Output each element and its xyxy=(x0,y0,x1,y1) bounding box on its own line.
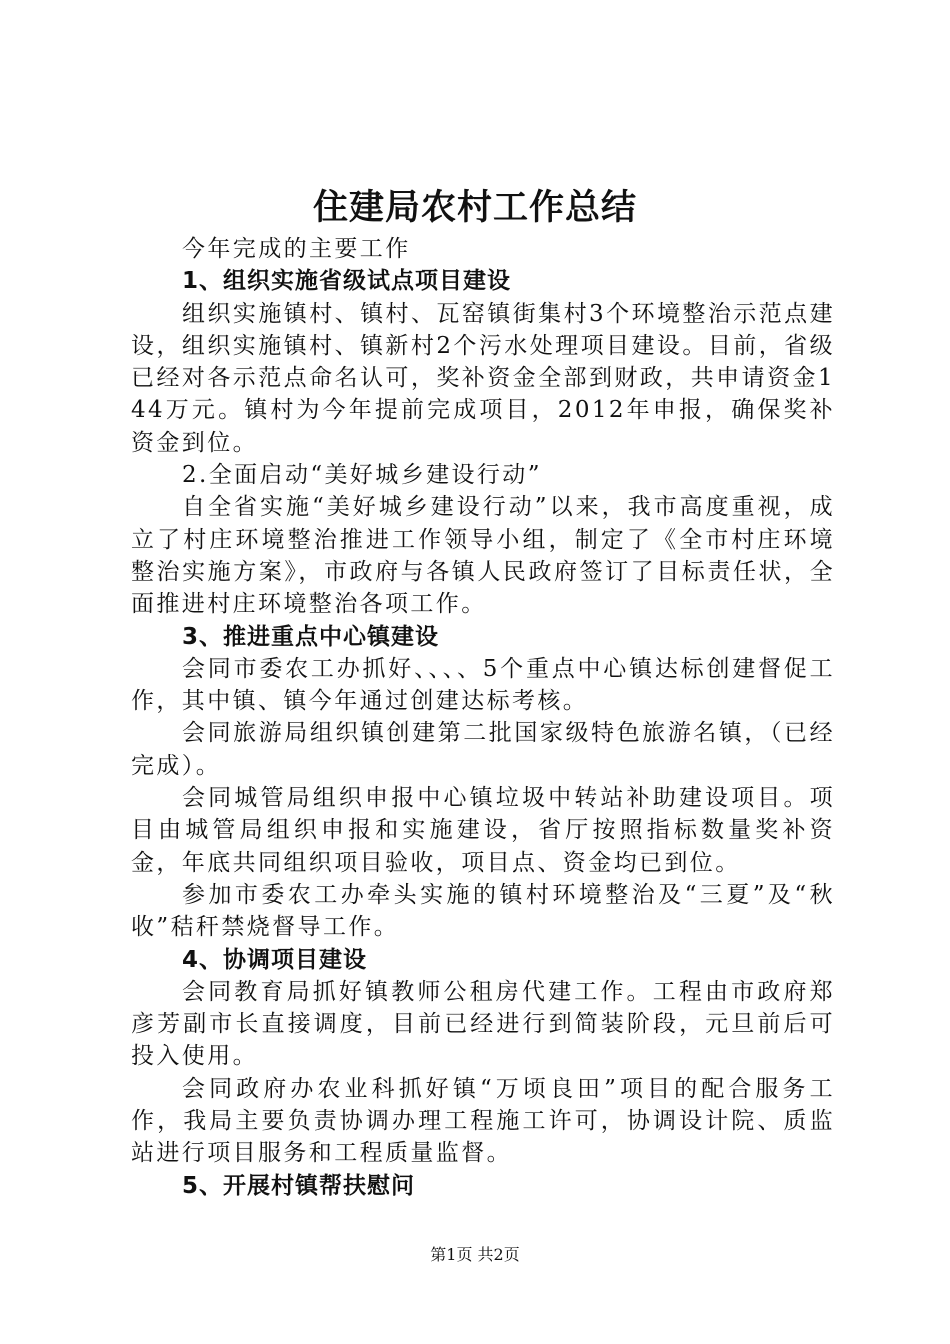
section-heading: 1、组织实施省级试点项目建设 xyxy=(182,268,512,295)
paragraph: 自全省实施“美好城乡建设行动”以来，我市高度重视，成立了村庄环境整治推进工作领导小组，制定了《全市村庄环境整治实施方案》，市政府与各镇人民政府签订了目标责任状，全面推进村庄环境整治各项工作。 xyxy=(131,494,835,618)
paragraph: 参加市委农工办牵头实施的镇村环境整治及“三夏”及“秋收”秸秆禁烧督导工作。 xyxy=(131,881,835,941)
paragraph: 会同市委农工办抓好、、、、5个重点中心镇达标创建督促工作，其中镇、镇今年通过创建达标考核。 xyxy=(131,655,835,715)
page-footer: 第1页 共2页 xyxy=(430,1245,520,1264)
section-heading: 3、推进重点中心镇建设 xyxy=(182,623,440,650)
section-heading: 4、协调项目建设 xyxy=(182,946,368,973)
document-body xyxy=(131,233,835,1202)
paragraph: 会同城管局组织申报中心镇垃圾中转站补助建设项目。项目由城管局组织申报和实施建设，省厅按照指标数量奖补资金，年底共同组织项目验收，项目点、资金均已到位。 xyxy=(131,785,835,876)
document-title: 住建局农村工作总结 xyxy=(312,187,637,228)
paragraph: 组织实施镇村、镇村、瓦窑镇街集村3个环境整治示范点建设，组织实施镇村、镇新村2个污水处理项目建设。目前，省级已经对各示范点命名认可，奖补资金全部到财政，共申请资金144万元。镇村为今年提前完成项目，2012年申报，确保奖补资金到位。 xyxy=(131,300,835,456)
paragraph: 2.全面启动“美好城乡建设行动” xyxy=(182,462,542,489)
paragraph: 会同旅游局组织镇创建第二批国家级特色旅游名镇，（已经完成）。 xyxy=(131,720,835,779)
section-heading: 5、开展村镇帮扶慰问 xyxy=(182,1172,416,1199)
paragraph: 会同教育局抓好镇教师公租房代建工作。工程由市政府郑彦芳副市长直接调度，目前已经进行到简装阶段，元旦前后可投入使用。 xyxy=(131,978,835,1070)
paragraph: 今年完成的主要工作 xyxy=(182,236,411,262)
paragraph: 会同政府办农业科抓好镇“万顷良田”项目的配合服务工作，我局主要负责协调办理工程施工许可，协调设计院、质监站进行项目服务和工程质量监督。 xyxy=(131,1075,835,1167)
